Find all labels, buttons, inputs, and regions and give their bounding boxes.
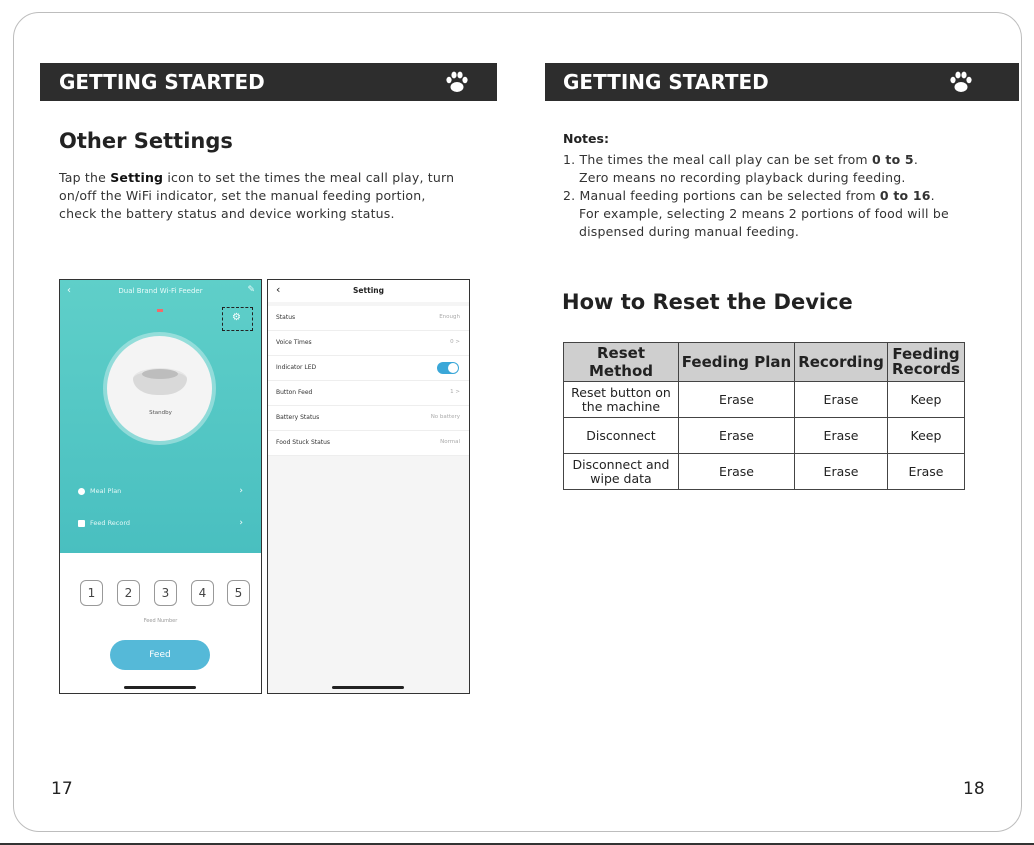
setting-title: Setting (353, 286, 384, 295)
row-value: Enough (439, 314, 460, 320)
desc-bold-setting: Setting (110, 170, 164, 185)
feed-button[interactable]: Feed (110, 640, 210, 670)
paw-icon (445, 71, 469, 93)
table-cell: Keep (888, 418, 965, 454)
table-cell: Disconnect (564, 418, 679, 454)
app-topbar (60, 285, 261, 299)
home-indicator (332, 686, 404, 689)
settings-description (59, 169, 459, 223)
table-cell: Erase (888, 454, 965, 490)
table-cell: Erase (679, 382, 795, 418)
table-cell: Erase (679, 418, 795, 454)
note2-line2: For example, selecting 2 means 2 portions of food will be (579, 206, 949, 221)
chevron-right-icon: › (239, 486, 243, 496)
row-label: Battery Status (276, 414, 320, 421)
row-value: Normal (440, 439, 460, 445)
menu-feed-record[interactable] (60, 518, 261, 532)
setting-highlight-box[interactable] (222, 307, 253, 331)
reset-table (563, 342, 965, 490)
right-page-number: 18 (963, 779, 985, 799)
table-cell: Erase (795, 418, 888, 454)
col-header: Recording (795, 343, 888, 382)
row-value: No battery (430, 414, 460, 420)
table-cell: Erase (795, 454, 888, 490)
row-label: Indicator LED (276, 364, 317, 371)
setting-row-food-stuck-status (268, 431, 469, 456)
note2-line3: dispensed during manual feeding. (579, 224, 800, 239)
reset-heading: How to Reset the Device (562, 290, 853, 314)
meal-plan-label: Meal Plan (90, 487, 122, 495)
paw-icon (949, 71, 973, 93)
desc-text-2: icon to set the times the meal call play, turn (163, 170, 455, 185)
setting-row-battery-status (268, 406, 469, 431)
portion-button-3[interactable]: 3 (154, 580, 177, 606)
portion-button-5[interactable]: 5 (227, 580, 250, 606)
feed-number-label: Feed Number (143, 618, 178, 624)
note2-bold: 0 to 16 (879, 188, 931, 203)
table-cell: Erase (795, 382, 888, 418)
app-title: Dual Brand Wi-Fi Feeder (118, 287, 203, 295)
clock-icon (78, 488, 85, 495)
row-value: 0 > (450, 339, 460, 345)
table-row (564, 418, 965, 454)
note2-end: . (930, 188, 935, 203)
note1-text: 1. The times the meal call play can be set from (563, 152, 872, 167)
note-2 (563, 187, 1003, 241)
row-value: 1 > (450, 389, 460, 395)
back-chevron-icon[interactable]: ‹ (67, 285, 71, 296)
col-header: Feeding Records (888, 343, 965, 382)
feeder-home-screenshot (59, 279, 262, 694)
note-1 (563, 151, 1003, 187)
setting-row-button-feed[interactable] (268, 381, 469, 406)
table-cell: Erase (679, 454, 795, 490)
left-page-number: 17 (51, 779, 73, 799)
table-cell: Keep (888, 382, 965, 418)
indicator-led-toggle[interactable] (437, 362, 459, 374)
menu-meal-plan[interactable] (60, 486, 261, 500)
note1-bold: 0 to 5 (871, 152, 914, 167)
setting-list (268, 306, 469, 456)
setting-row-indicator-led (268, 356, 469, 381)
setting-header (268, 280, 469, 302)
standby-status: Standby (149, 410, 172, 416)
row-label: Button Feed (276, 389, 313, 396)
edit-icon[interactable]: ✎ (247, 285, 255, 295)
portion-button-1[interactable]: 1 (80, 580, 103, 606)
notes-title: Notes: (563, 131, 609, 146)
other-settings-heading: Other Settings (59, 129, 233, 153)
back-chevron-icon[interactable]: ‹ (276, 283, 281, 296)
row-label: Voice Times (276, 339, 312, 346)
right-header-bar (545, 63, 1019, 101)
table-header-row (564, 343, 965, 382)
bowl-inner (142, 369, 178, 379)
portion-button-2[interactable]: 2 (117, 580, 140, 606)
col-header: Reset Method (564, 343, 679, 382)
left-header-title: GETTING STARTED (59, 70, 265, 94)
chevron-right-icon: › (239, 518, 243, 528)
setting-row-voice-times[interactable] (268, 331, 469, 356)
row-label: Food Stuck Status (276, 439, 331, 446)
feed-record-label: Feed Record (90, 519, 131, 527)
table-row (564, 382, 965, 418)
desc-text-1: Tap the (59, 170, 111, 185)
desc-line-3: check the battery status and device working status. (59, 206, 395, 221)
left-header-bar (40, 63, 497, 101)
col-header: Feeding Plan (679, 343, 795, 382)
portion-button-4[interactable]: 4 (191, 580, 214, 606)
row-label: Status (276, 314, 296, 321)
table-cell: Reset button on the machine (564, 382, 679, 418)
list-icon (78, 520, 85, 527)
setting-screenshot (267, 279, 470, 694)
table-cell: Disconnect and wipe data (564, 454, 679, 490)
desc-line-2: on/off the WiFi indicator, set the manual feeding portion, (59, 188, 426, 203)
right-header-title: GETTING STARTED (563, 70, 769, 94)
table-row (564, 454, 965, 490)
note1-end: . (913, 152, 919, 167)
note1-line2: Zero means no recording playback during feeding. (579, 170, 906, 185)
setting-row-status[interactable] (268, 306, 469, 331)
home-indicator (124, 686, 196, 689)
gear-icon[interactable]: ⚙ (232, 312, 241, 323)
note2-text: 2. Manual feeding portions can be selected from (563, 188, 880, 203)
status-indicator (157, 309, 163, 312)
